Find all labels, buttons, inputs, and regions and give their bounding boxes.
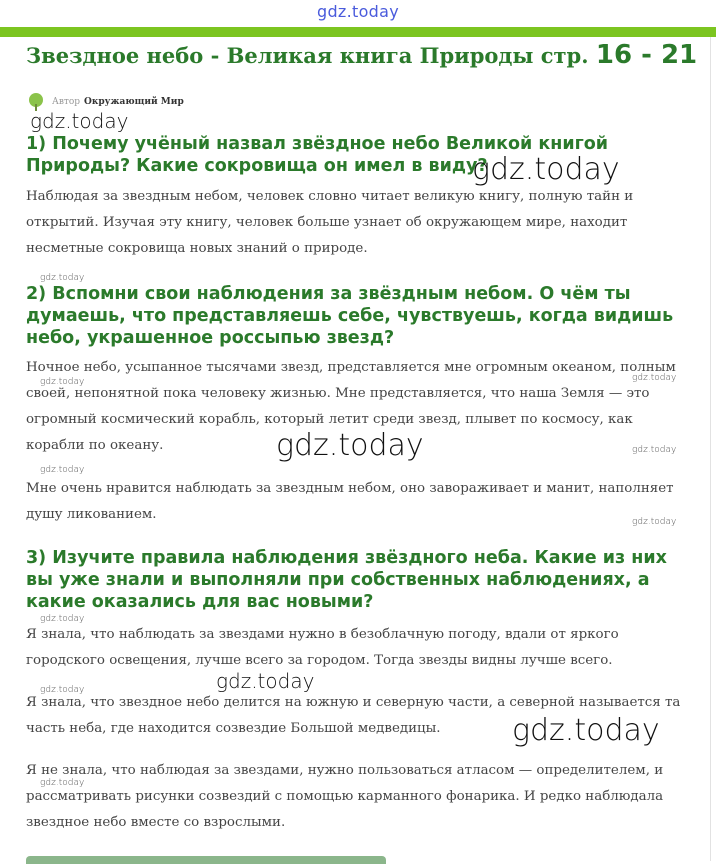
watermark: gdz.today <box>276 428 424 463</box>
question-2: 2) Вспомни свои наблюдения за звёздным небом. О чём ты думаешь, что представляешь себе, чувствуешь, когда видишь небо, украшенное россыпью звезд? <box>26 284 674 348</box>
watermark: gdz.today <box>40 465 85 475</box>
site-watermark: gdz.today <box>317 2 399 21</box>
next-question-cutoff <box>26 850 426 864</box>
author-subject[interactable]: Окружающий Мир <box>84 97 184 107</box>
answer-3-paragraph-1: Я знала, что наблюдать за звездами нужно в безоблачную погоду, вдали от яркого городского освещения, лучше всего за городом. Тогда звезды видны лучше всего. <box>26 627 619 668</box>
page-range: 16 - 21 <box>595 40 698 70</box>
answer-2-paragraph-2: Мне очень нравится наблюдать за звездным небом, оно завораживает и манит, наполняет душу ликованием. <box>26 481 674 522</box>
watermark: gdz.today <box>632 373 677 383</box>
watermark: gdz.today <box>40 377 85 387</box>
page-border <box>710 37 711 861</box>
author-label: Автор <box>52 97 81 107</box>
page-title <box>26 40 706 70</box>
watermark: gdz.today <box>40 778 85 788</box>
answer-2-paragraph-1: Ночное небо, усыпанное тысячами звезд, представляется мне огромным океаном, полным своей, непонятной пока человеку жизнью. Мне представляется, что наша Земля — это огромный космический корабль, который летит среди звезд, плывет по космосу, как корабли по океану. <box>26 360 676 453</box>
answer-1-paragraph-1: Наблюдая за звездным небом, человек словно читает великую книгу, полную тайн и открытий. Изучая эту книгу, человек больше узнает об окружающем мире, находит несметные сокровища новых знаний о природе. <box>26 189 634 256</box>
watermark: gdz.today <box>40 273 85 283</box>
watermark: gdz.today <box>30 109 129 133</box>
answer-3-paragraph-3: Я не знала, что наблюдая за звездами, нужно пользоваться атласом — определителем, и рассматривать рисунки созвездий с помощью карманного фонарика. И редко наблюдала звездное небо вместе со взрослыми. <box>26 763 664 830</box>
watermark: gdz.today <box>40 614 85 624</box>
watermark: gdz.today <box>512 713 660 748</box>
question-1: 1) Почему учёный назвал звёздное небо Великой книгой Природы? Какие сокровища он имел в виду? <box>26 134 609 176</box>
question-3: 3) Изучите правила наблюдения звёздного неба. Какие из них вы уже знали и выполняли при собственных наблюдениях, а какие оказались для вас новыми? <box>26 548 667 612</box>
answer-3-paragraph-2: Я знала, что звездное небо делится на южную и северную части, а северной называется та часть неба, где находится созвездие Большой медведицы. <box>26 695 681 736</box>
watermark: gdz.today <box>632 445 677 455</box>
page-title-text: Звездное небо - Великая книга Природы стр. <box>26 43 589 68</box>
watermark: gdz.today <box>472 152 620 187</box>
header-green-bar <box>0 27 716 37</box>
watermark: gdz.today <box>40 685 85 695</box>
watermark: gdz.today <box>216 669 315 693</box>
watermark: gdz.today <box>632 517 677 527</box>
